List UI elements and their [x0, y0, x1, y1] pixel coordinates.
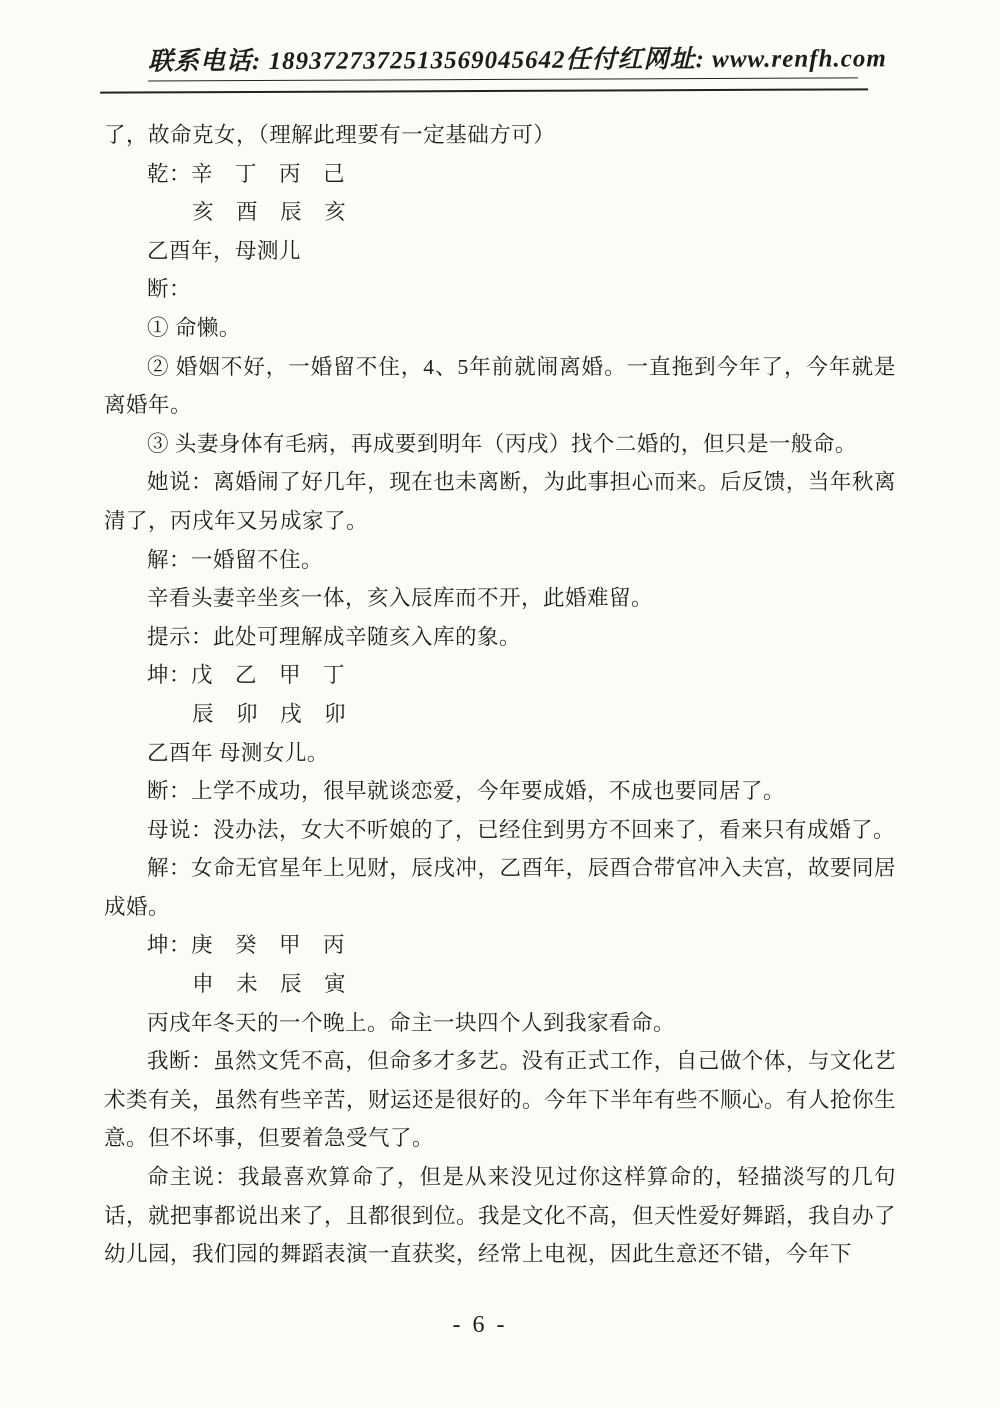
- document-body: [104, 116, 896, 1274]
- body-paragraph: 我断：虽然文凭不高，但命多才多艺。没有正式工作，自己做个体，与文化艺术类有关，虽然有些辛苦，财运还是很好的。今年下半年有些不顺心。有人抢你生意。但不坏事，但要着急受气了。: [104, 1049, 897, 1151]
- body-paragraph: 断：上学不成功，很早就谈恋爱，今年要成婚，不成也要同居了。: [147, 779, 786, 804]
- bazi-stems-row: 乾：辛 丁 丙 己: [147, 161, 346, 186]
- body-paragraph: 乙酉年，母测儿: [147, 238, 302, 263]
- body-paragraph: ① 命懒。: [147, 315, 241, 340]
- body-paragraph: 辛看头妻辛坐亥一体，亥入辰库而不开，此婚难留。: [147, 586, 654, 611]
- bazi-branches-row: 辰 卯 戌 卯: [192, 701, 347, 726]
- page-header: [100, 38, 887, 93]
- bazi-branches-row: 申 未 辰 寅: [192, 972, 347, 997]
- body-paragraph: 解：一婚留不住。: [147, 547, 324, 572]
- body-paragraph: 母说：没办法，女大不听娘的了，已经住到男方不回来了，看来只有成婚了。: [147, 817, 896, 842]
- body-paragraph: 了，故命克女，（理解此理要有一定基础方可）: [104, 123, 556, 147]
- body-paragraph: 乙酉年 母测女儿。: [147, 740, 329, 765]
- body-paragraph: 提示：此处可理解成辛随亥入库的象。: [147, 624, 522, 649]
- bazi-stems-row: 坤：庚 癸 甲 丙: [147, 933, 346, 958]
- body-paragraph: ② 婚姻不好，一婚留不住，4、5年前就闹离婚。一直拖到今年了，今年就是离婚年。: [104, 354, 896, 418]
- page-number: - 6 -: [452, 1312, 508, 1338]
- body-paragraph: 她说：离婚闹了好几年，现在也未离断，为此事担心而来。后反馈，当年秋离清了，丙戌年又另成家了。: [104, 470, 896, 533]
- author-name: 任付红: [565, 46, 644, 74]
- contact-phone-label: 联系电话: 18937273725: [147, 47, 418, 76]
- bazi-branches-row: 亥 酉 辰 亥: [192, 200, 347, 225]
- website-url: 网址: www.renfh.com: [643, 45, 887, 74]
- bazi-stems-row: 坤：戊 乙 甲 丁: [147, 663, 346, 688]
- body-paragraph: 丙戌年冬天的一个晚上。命主一块四个人到我家看命。: [147, 1010, 676, 1035]
- body-paragraph: 解：女命无官星年上见财，辰戌冲，乙酉年，辰酉合带官冲入夫宫，故要同居成婚。: [104, 856, 896, 919]
- body-paragraph: 命主说：我最喜欢算命了，但是从来没见过你这样算命的，轻描淡写的几句话，就把事都说出来了，且都很到位。我是文化不高，但天性爱好舞蹈，我自办了幼儿园，我们园的舞蹈表演一直获奖，经常上电视，因此生意还不错，今年下: [104, 1165, 897, 1267]
- body-paragraph: 断：: [147, 277, 192, 302]
- body-paragraph: ③ 头妻身体有毛病，再成要到明年（丙戌）找个二婚的，但只是一般命。: [147, 431, 857, 456]
- contact-phone-2: 13569045642: [416, 46, 566, 75]
